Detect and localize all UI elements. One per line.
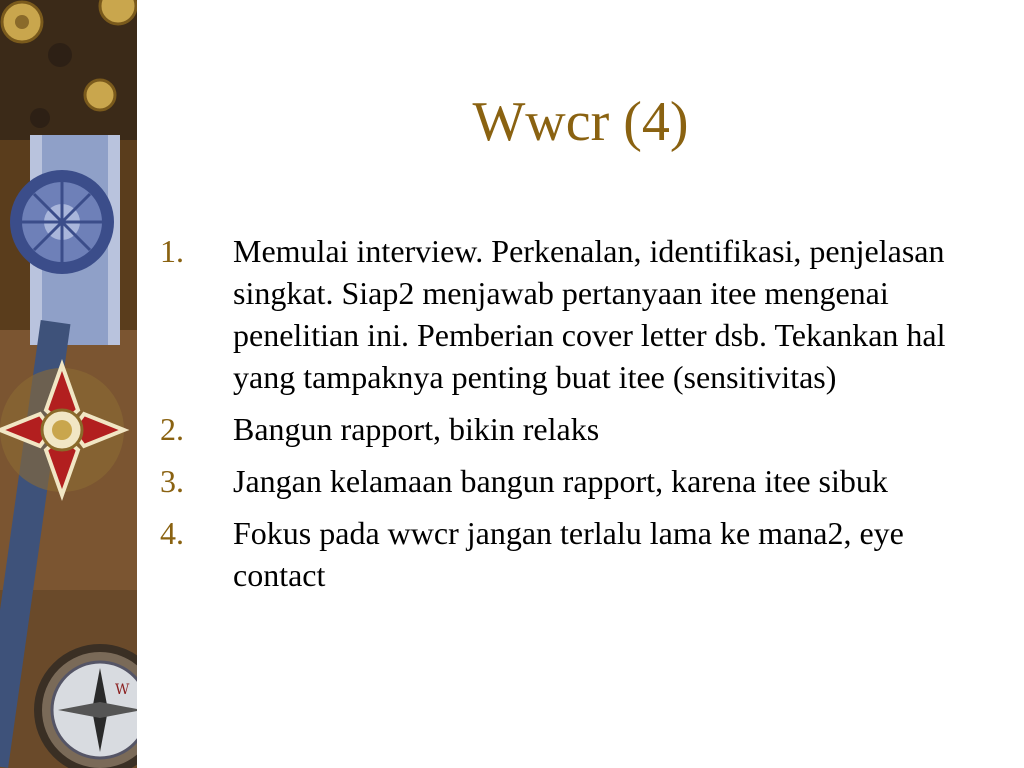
slide-title: Wwcr (4) bbox=[472, 91, 689, 153]
svg-text:W: W bbox=[115, 682, 130, 698]
list-item-number: 3. bbox=[160, 463, 184, 499]
list-item-text: Memulai interview. Perkenalan, identifikasi, penjelasan singkat. Siap2 menjawab pertanyaan itee mengenai penelitian ini. Pemberian cover letter dsb. Tekankan hal yang tampaknya penting buat itee (sensitivitas) bbox=[233, 233, 946, 395]
list-item-number: 2. bbox=[160, 411, 184, 447]
list-item bbox=[160, 408, 1010, 450]
list-item-text: Fokus pada wwcr jangan terlalu lama ke mana2, eye contact bbox=[233, 515, 904, 593]
compass-icon bbox=[38, 648, 137, 768]
list-item-text: Jangan kelamaan bangun rapport, karena itee sibuk bbox=[233, 463, 888, 499]
numbered-list bbox=[160, 230, 1010, 606]
list-item-number: 1. bbox=[160, 233, 184, 269]
list-item bbox=[160, 512, 1010, 596]
list-item bbox=[160, 460, 1010, 502]
list-item-number: 4. bbox=[160, 515, 184, 551]
list-item bbox=[160, 230, 1010, 398]
decorative-art-strip bbox=[0, 0, 137, 768]
list-item-text: Bangun rapport, bikin relaks bbox=[233, 411, 600, 447]
